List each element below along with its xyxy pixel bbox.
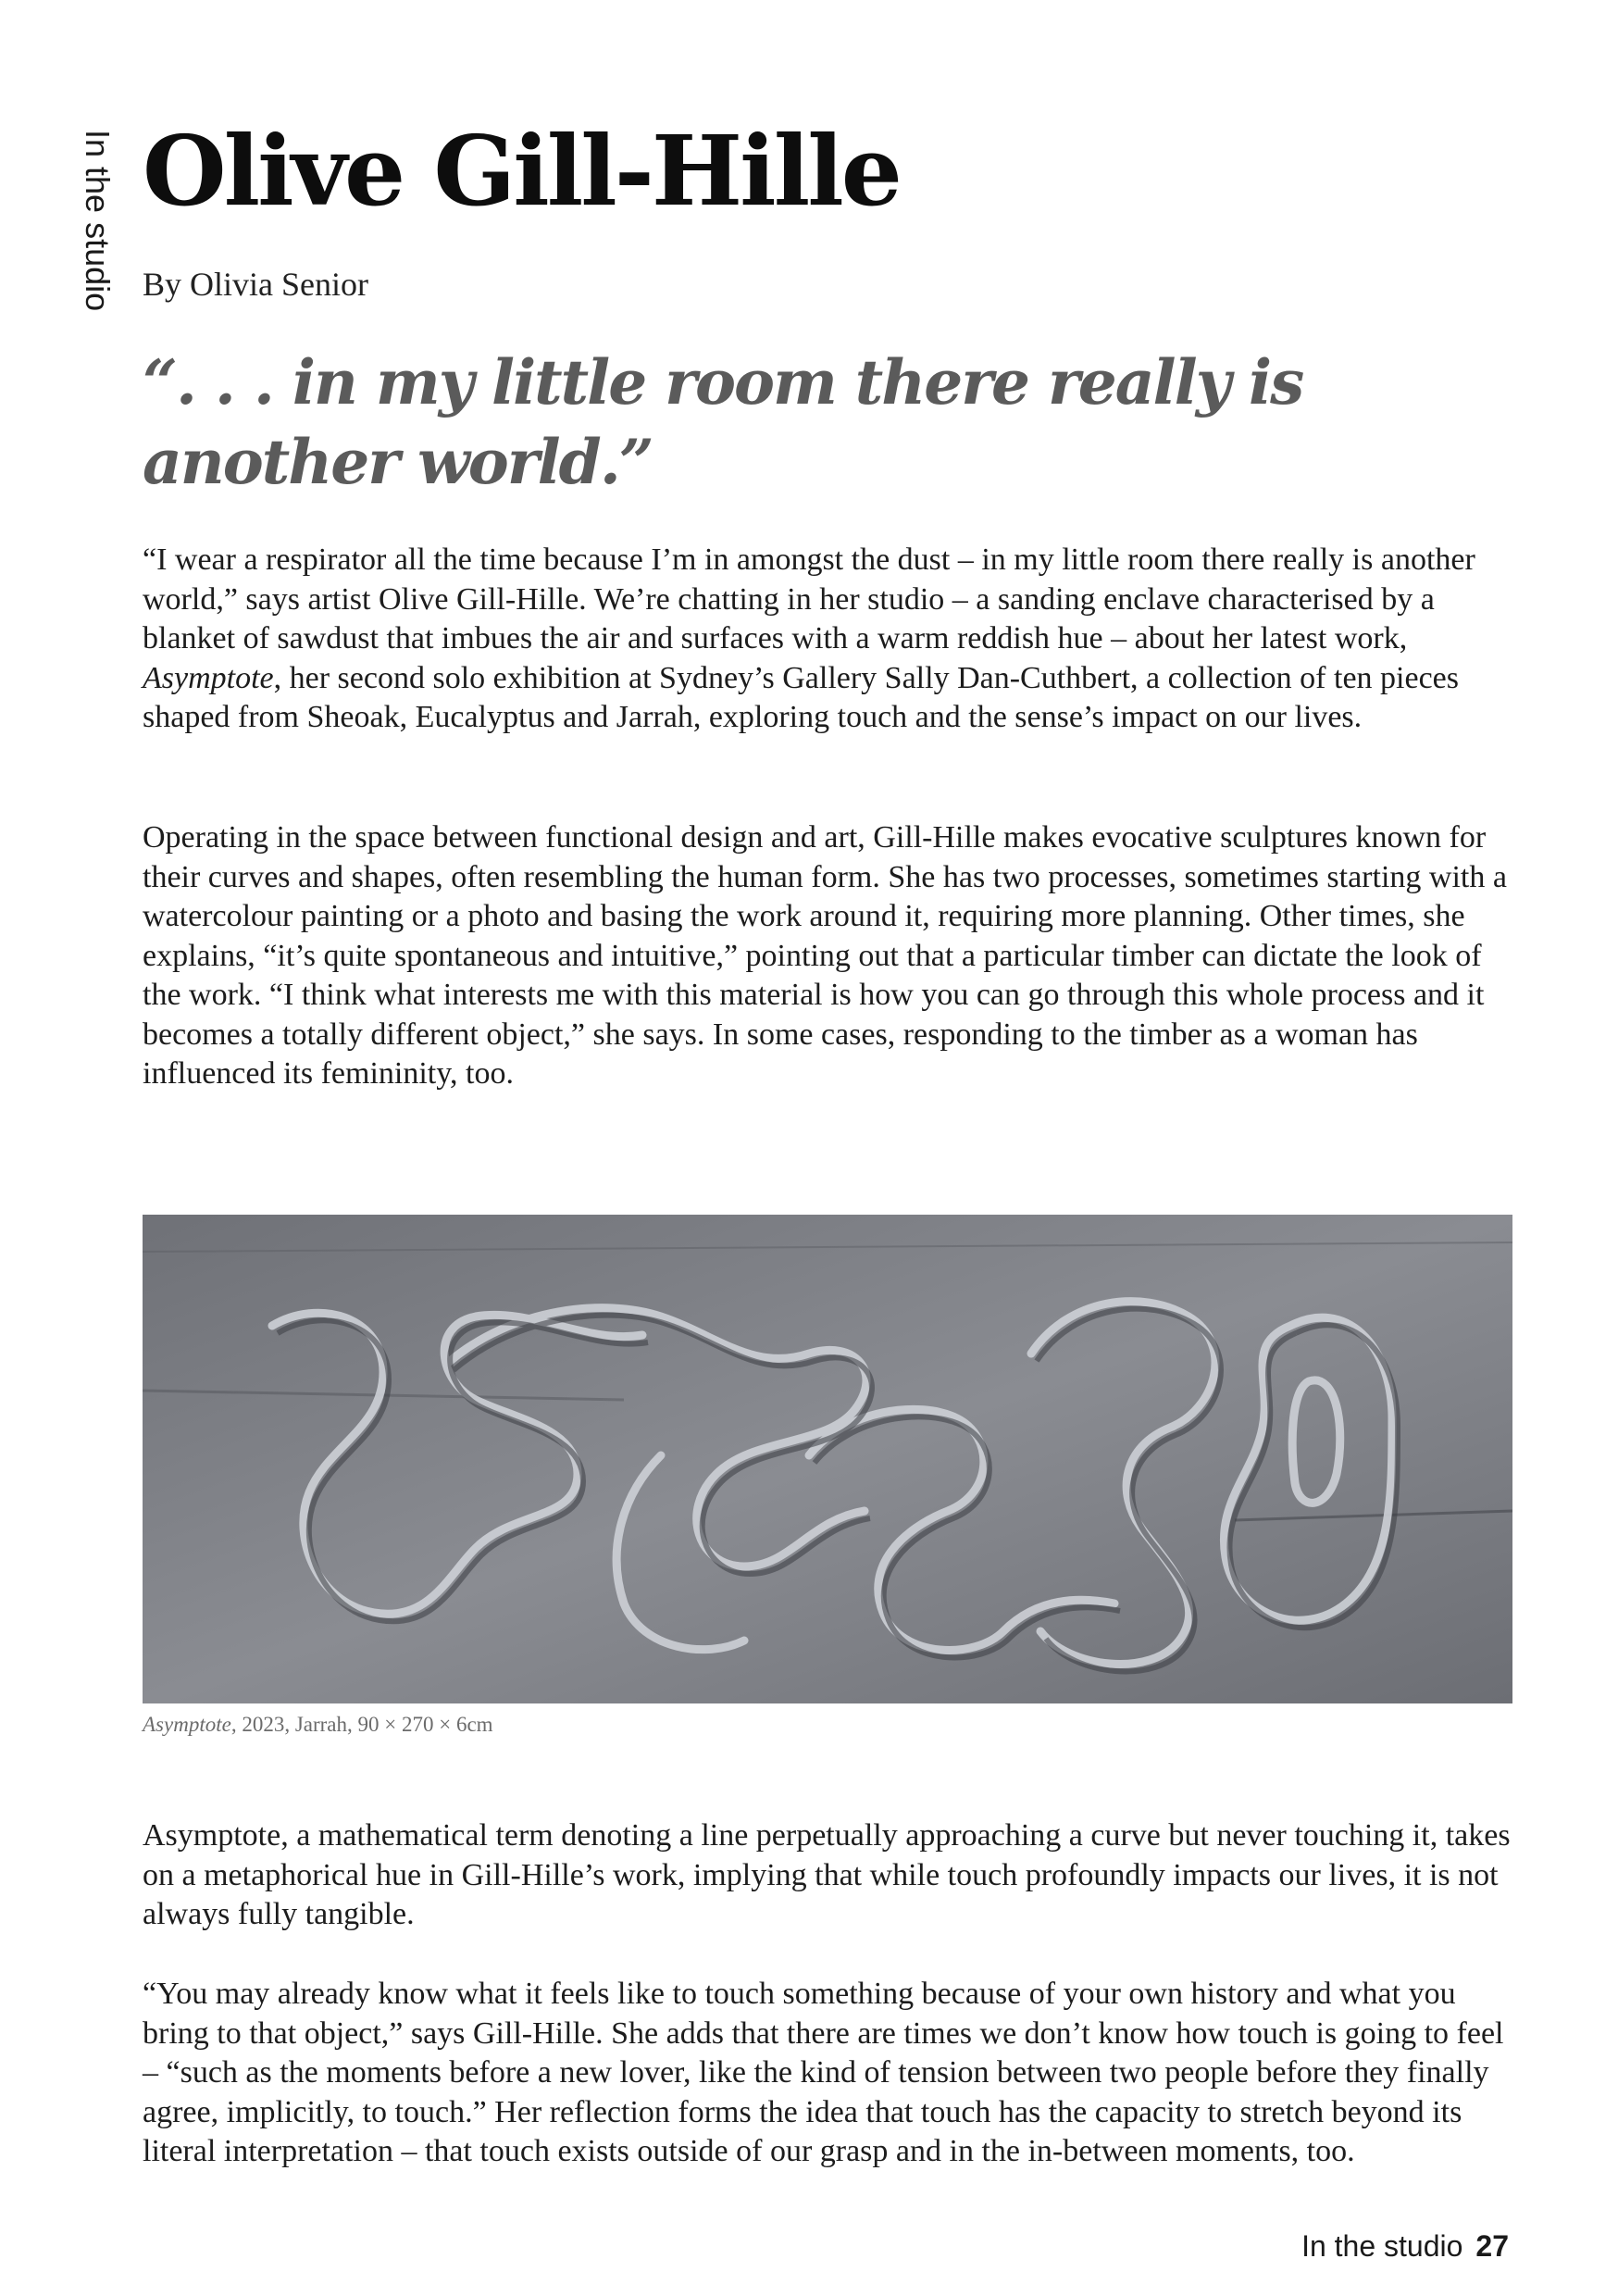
image-caption xyxy=(143,1713,493,1737)
body-paragraph-4: “You may already know what it feels like to touch something because of your own history and what you bring to that object,” says Gill-Hille. She adds that there are times we don’t know how touch is going to feel – “such as the moments before a new lover, like the kind of tension between two people before they finally agree, implicitly, to touch.” Her reflection forms the idea that touch has the capacity to stretch beyond its literal interpretation – that touch exists outside of our grasp and in the in-between moments, too. xyxy=(143,1977,1504,2168)
section-label-vertical: In the studio xyxy=(79,130,117,312)
body-paragraph-2: Operating in the space between functional design and art, Gill-Hille makes evocative sculptures known for their curves and shapes, often resembling the human form. She has two processes, sometimes starting with a watercolour painting or a photo and basing the work around it, requiring more planning. Other times, she explains, “it’s quite spontaneous and intuitive,” pointing out that a particular timber can dictate the look of the work. “I think what interests me with this material is how you can go through this whole process and it becomes a totally different object,” she says. In some cases, responding to the timber as a woman has influenced its femininity, too. xyxy=(143,820,1507,1091)
pull-quote: “. . . in my little room there really is another world.” xyxy=(143,346,1303,498)
paragraph-text: , her second solo exhibition at Sydney’s Gallery Sally Dan-Cuthbert, a collection of ten pieces shaped from Sheoak, Eucalyptus and Jarrah, exploring touch and the sense’s impact on our lives. xyxy=(143,660,1459,734)
page-footer xyxy=(1301,2229,1509,2264)
article-title: Olive Gill-Hille xyxy=(143,114,900,228)
caption-title: Asymptote xyxy=(143,1713,231,1736)
page-number: 27 xyxy=(1475,2229,1509,2263)
caption-details: , 2023, Jarrah, 90 × 270 × 6cm xyxy=(230,1713,493,1736)
artwork-photo xyxy=(143,1215,1512,1703)
body-paragraph-1 xyxy=(143,541,1522,738)
italic-title: Asymptote xyxy=(143,660,274,695)
paragraph-text: “I wear a respirator all the time because I’m in amongst the dust – in my little room there really is another world,” says artist Olive Gill-Hille. We’re chatting in her studio – a sanding enclave characterised by a blanket of sawdust that imbues the air and surfaces with a warm reddish hue – about her latest work, xyxy=(143,543,1475,655)
byline: By Olivia Senior xyxy=(143,266,368,303)
footer-section-label: In the studio xyxy=(1301,2229,1463,2263)
carved-wood-relief-image xyxy=(143,1215,1512,1703)
body-paragraph-3: Asymptote, a mathematical term denoting a line perpetually approaching a curve but never touching it, takes on a metaphorical hue in Gill-Hille’s work, implying that while touch profoundly impacts our lives, it is not always fully tangible. xyxy=(143,1818,1511,1931)
